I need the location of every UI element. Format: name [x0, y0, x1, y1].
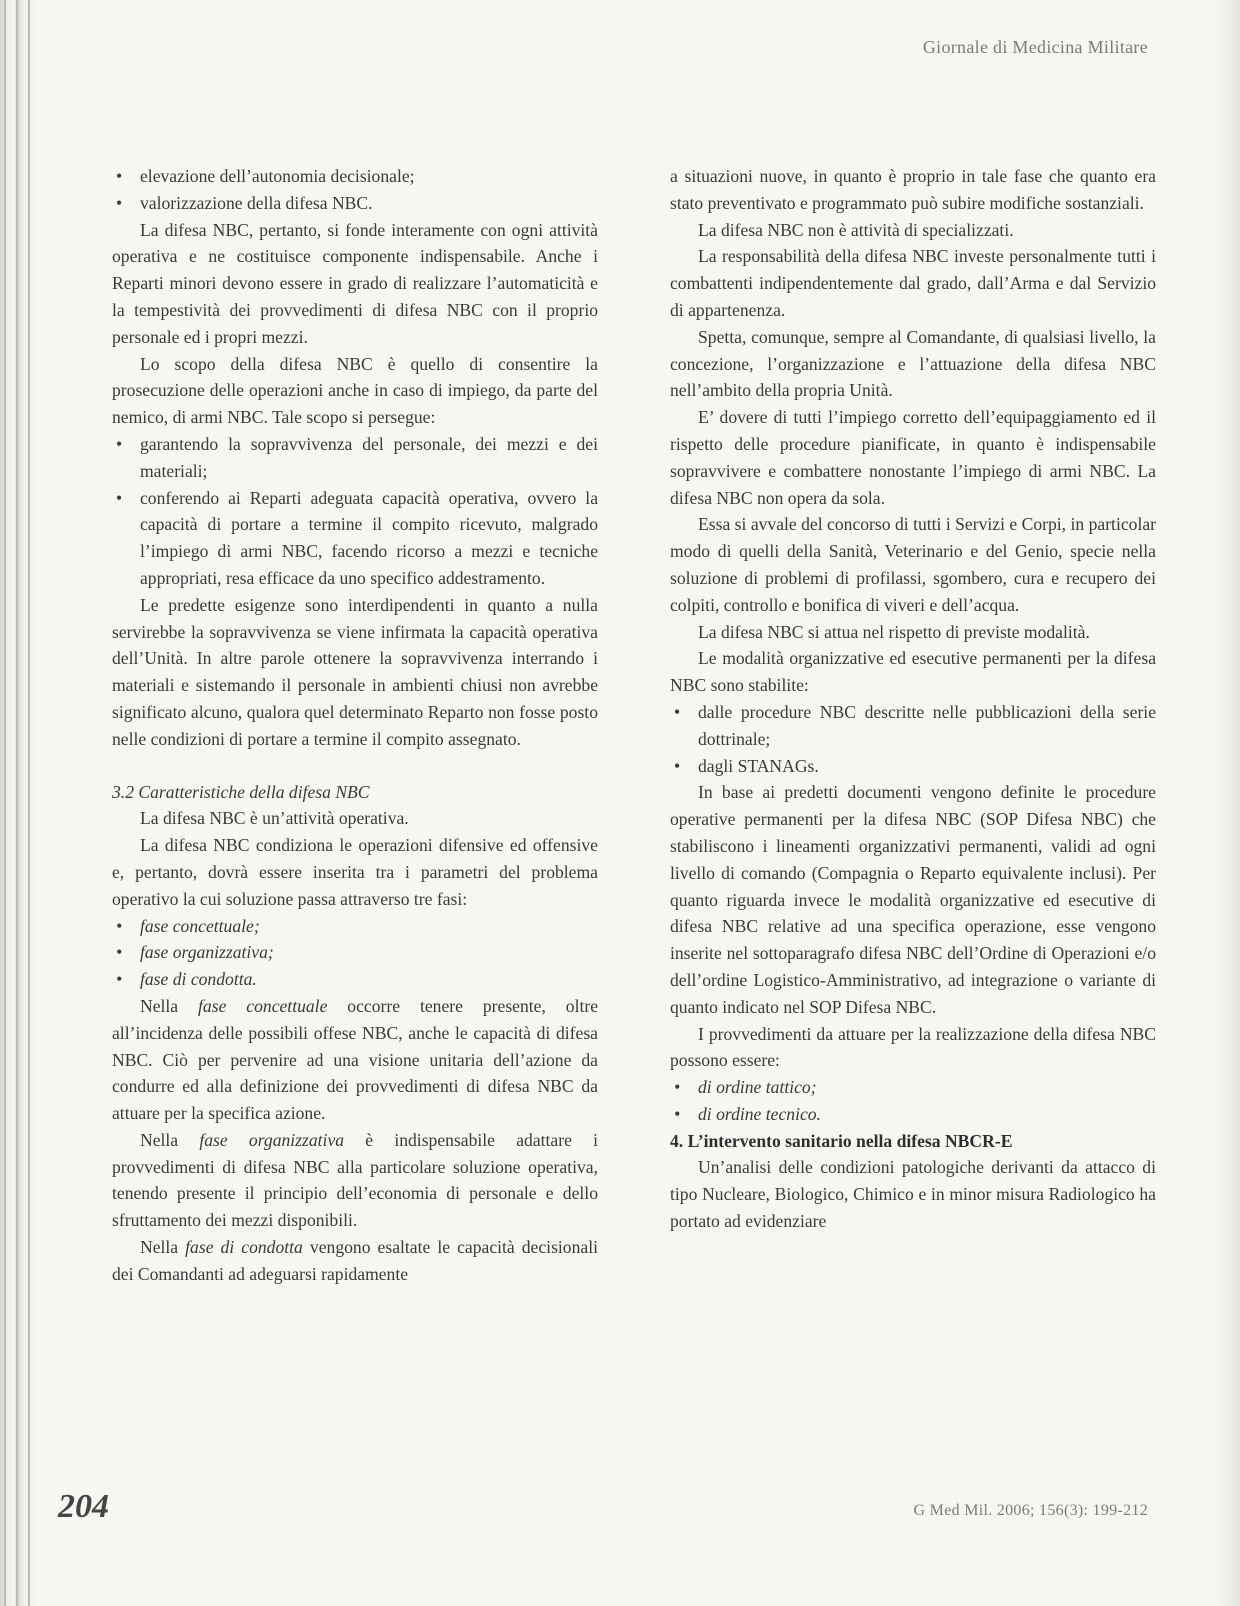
bullet-list: [112, 431, 598, 592]
right-column: [670, 163, 1156, 1235]
list-item: • di ordine tecnico.: [670, 1101, 1156, 1128]
emphasis: fase organizzativa: [199, 1129, 345, 1150]
running-head: Giornale di Medicina Militare: [922, 37, 1148, 57]
paragraph: La responsabilità della difesa NBC investe personalmente tutti i combattenti indipendentemente dal grado, dall’Arma e dal Servizio di appartenenza.: [670, 246, 1156, 320]
list-item: • dagli STANAGs.: [670, 753, 1156, 780]
bullet-list: [112, 913, 598, 993]
list-item: • fase organizzativa;: [112, 939, 598, 966]
paragraph: La difesa NBC si attua nel rispetto di previste modalità.: [698, 621, 1090, 642]
paragraph: E’ dovere di tutti l’impiego corretto dell’equipaggiamento ed il rispetto delle procedure pianificate, in quanto è indispensabile sopravvivere e combattere nonostante l’impiego di armi NBC. La difesa NBC non opera da sola.: [670, 407, 1156, 508]
binding-gutter: [0, 0, 40, 1606]
gutter-line: [4, 0, 6, 1606]
list-item: • valorizzazione della difesa NBC.: [112, 190, 598, 217]
paragraph: La difesa NBC è un’attività operativa.: [140, 808, 409, 829]
page-number: 204: [58, 1488, 109, 1525]
text-run: Nella: [140, 995, 199, 1016]
paragraph: Lo scopo della difesa NBC è quello di consentire la prosecuzione delle operazioni anche in caso di impiego, da parte del nemico, di armi NBC. Tale scopo si persegue:: [112, 353, 598, 428]
paragraph: [112, 993, 598, 1127]
paragraph: Spetta, comunque, sempre al Comandante, di qualsiasi livello, la concezione, l’organizzazione e l’attuazione della difesa NBC nell’ambito della propria Unità.: [670, 326, 1156, 401]
paragraph: I provvedimenti da attuare per la realizzazione della difesa NBC possono essere:: [670, 1023, 1156, 1071]
text-run: occorre tenere presente, oltre all’incidenza delle possibili offese NBC, anche le capacità di difesa NBC. Ciò per pervenire ad una visione unitaria dell’azione da condurre ed alla definizione dei provvedimenti di difesa NBC da attuare per la specifica azione.: [112, 995, 599, 1124]
paragraph: La difesa NBC, pertanto, si fonde interamente con ogni attività operativa e ne costituisce componente indispensabile. Anche i Reparti minori devono essere in grado di realizzare l’automaticità e la tempestività dei provvedimenti di difesa NBC con il proprio personale ed i propri mezzi.: [112, 219, 598, 347]
text-run: Nella: [140, 1237, 186, 1258]
paragraph: Le modalità organizzative ed esecutive permanenti per la difesa NBC sono stabilite:: [670, 648, 1156, 696]
paragraph: [112, 1127, 598, 1234]
list-item: • garantendo la sopravvivenza del personale, dei mezzi e dei materiali;: [112, 431, 598, 485]
text-run: Nella: [140, 1129, 200, 1150]
paragraph: La difesa NBC condiziona le operazioni difensive ed offensive e, pertanto, dovrà essere inserita tra i parametri del problema operativo la cui soluzione passa attraverso tre fasi:: [112, 835, 598, 909]
emphasis: fase di condotta: [185, 1237, 303, 1258]
paragraph: [112, 1234, 598, 1288]
paragraph: Un’analisi delle condizioni patologiche derivanti da attacco di tipo Nucleare, Biologico, Chimico e in minor misura Radiologico ha portato ad evidenziare: [670, 1157, 1156, 1232]
list-item: • elevazione dell’autonomia decisionale;: [112, 163, 598, 190]
list-item: • conferendo ai Reparti adeguata capacità operativa, ovvero la capacità di portare a termine il compito ricevuto, malgrado l’impiego di armi NBC, facendo ricorso a mezzi e tecniche appropriati, resa efficace da uno specifico addestramento.: [112, 485, 598, 592]
subsection-heading: 3.2 Caratteristiche della difesa NBC: [112, 781, 370, 802]
section-heading: 4. L’intervento sanitario nella difesa NBCR-E: [670, 1130, 1013, 1151]
page-edge: [1216, 0, 1240, 1606]
paragraph: a situazioni nuove, in quanto è proprio in tale fase che quanto era stato preventivato e programmato può subire modifiche sostanziali.: [670, 166, 1156, 213]
paragraph: La difesa NBC non è attività di specializzati.: [698, 219, 1014, 240]
paragraph: Essa si avvale del concorso di tutti i Servizi e Corpi, in particolar modo di quelli della Sanità, Veterinario e del Genio, specie nella soluzione di problemi di profilassi, sgombero, cura e recupero dei colpiti, controllo e bonifica di viveri e dell’acqua.: [670, 514, 1156, 615]
list-item: • fase di condotta.: [112, 966, 598, 993]
bullet-list: [112, 163, 598, 217]
list-item: • dalle procedure NBC descritte nelle pubblicazioni della serie dottrinale;: [670, 699, 1156, 753]
paragraph: In base ai predetti documenti vengono definite le procedure operative permanenti per la difesa NBC (SOP Difesa NBC) che stabiliscono i lineamenti organizzativi permanenti, validi ad ogni livello di comando (Compagnia o Reparto equivalente inclusi). Per quanto riguarda invece le modalità organizzative ed esecutive di difesa NBC relative ad una specifica operazione, esse vengono inserite nel sottoparagrafo difesa NBC dell’Ordine di Operazioni e/o dell’ordine Logistico-Amministrativo, ad integrazione o variante di quanto indicato nel SOP Difesa NBC.: [670, 782, 1156, 1017]
gutter-line: [16, 0, 18, 1606]
gutter-line: [28, 0, 30, 1606]
bullet-list: [670, 699, 1156, 779]
footer-citation: G Med Mil. 2006; 156(3): 199-212: [913, 1502, 1148, 1519]
emphasis: fase concettuale: [198, 995, 328, 1016]
paragraph: Le predette esigenze sono interdipendenti in quanto a nulla servirebbe la sopravvivenza se viene infirmata la capacità operativa dell’Unità. In altre parole ottenere la sopravvivenza interrando i materiali e sistemando il personale in ambienti chiusi non avrebbe significato alcuno, qualora quel determinato Reparto non fosse posto nelle condizioni di portare a termine il compito assegnato.: [112, 594, 598, 749]
text-run: è indispensabile adattare i provvedimenti di difesa NBC alla particolare soluzione operativa, tenendo presente il principio dell’economia di personale e dello sfruttamento dei mezzi disponibili.: [112, 1129, 599, 1231]
text-run: vengono esaltate le capacità decisionali dei Comandanti ad adeguarsi rapidamente: [112, 1237, 598, 1284]
bullet-list: [670, 1074, 1156, 1128]
left-column: [112, 163, 598, 1288]
list-item: • di ordine tattico;: [670, 1074, 1156, 1101]
list-item: • fase concettuale;: [112, 913, 598, 940]
